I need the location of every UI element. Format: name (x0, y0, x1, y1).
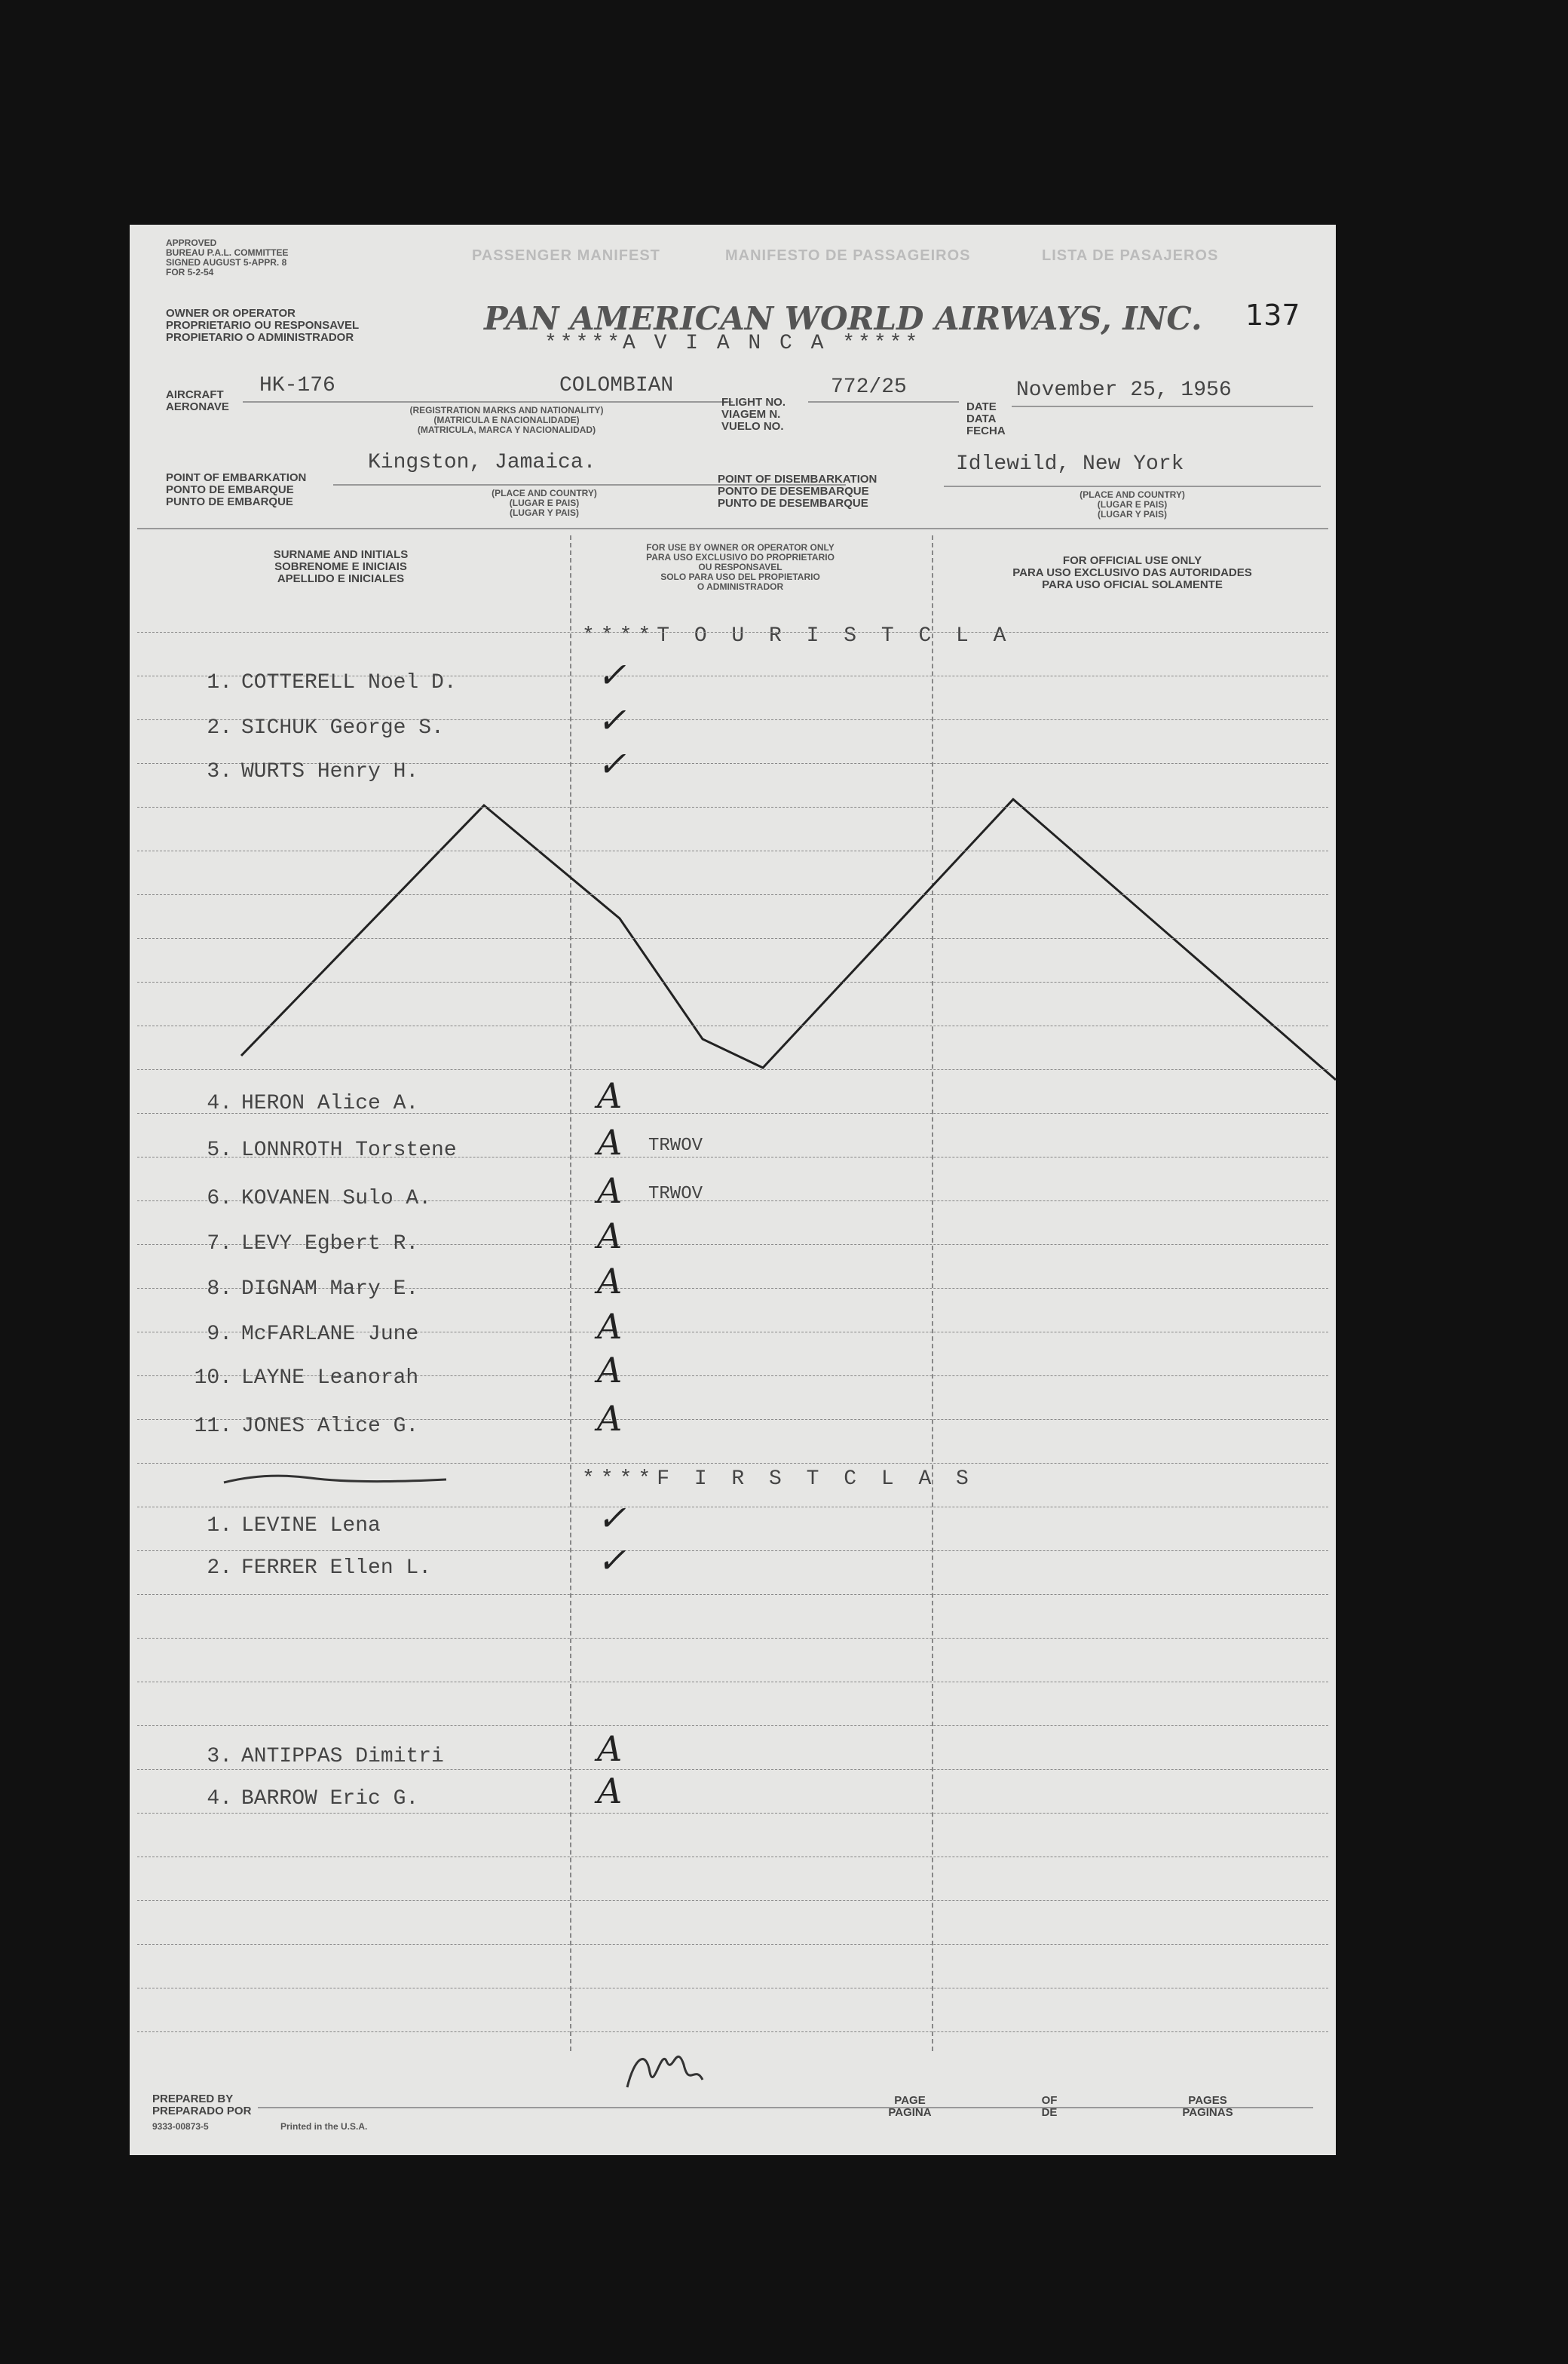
passenger-number: 3. (207, 1745, 232, 1768)
row-rule (137, 938, 1328, 939)
passenger-number: 9. (207, 1323, 232, 1346)
disembark-label: PUNTO DE DESEMBARQUE (718, 497, 868, 510)
place-label: (PLACE AND COUNTRY) (492, 488, 597, 498)
owner-check-mark: A (597, 1771, 623, 1811)
row-rule (137, 1900, 1328, 1901)
owner-check-mark: A (597, 1398, 623, 1439)
passenger-name: LAYNE Leanorah (241, 1366, 419, 1390)
passenger-number: 8. (207, 1277, 232, 1301)
column-header-line: FOR OFFICIAL USE ONLY (1062, 554, 1202, 567)
passenger-name: COTTERELL Noel D. (241, 671, 457, 694)
flight-label: VIAGEM N. (721, 408, 781, 421)
owner-check-mark: A (597, 1350, 623, 1390)
aircraft-label: AIRCRAFT (166, 388, 224, 401)
passenger-name: BARROW Eric G. (241, 1787, 419, 1811)
row-rule (137, 894, 1328, 895)
registration-label: (MATRICULA E NACIONALIDADE) (433, 415, 580, 425)
disembark-label: PONTO DE DESEMBARQUE (718, 485, 869, 498)
title-pt: MANIFESTO DE PASSAGEIROS (725, 247, 971, 264)
passenger-number: 6. (207, 1187, 232, 1210)
row-rule (137, 1944, 1328, 1945)
passenger-name: HERON Alice A. (241, 1092, 419, 1115)
owner-check-mark: ✓ (597, 655, 626, 695)
flight-label: FLIGHT NO. (721, 396, 786, 409)
page-number: 137 (1245, 299, 1300, 332)
column-header-line: FOR USE BY OWNER OR OPERATOR ONLY (646, 542, 835, 553)
footer-rule (258, 2107, 1313, 2108)
column-header-line: PARA USO OFICIAL SOLAMENTE (1042, 578, 1223, 591)
passenger-note: TRWOV (648, 1184, 703, 1204)
page-labels (876, 2095, 944, 2119)
form-number: 9333-00873-5 (152, 2121, 209, 2132)
row-rule (137, 1638, 1328, 1639)
column-header-line: OU RESPONSAVEL (698, 562, 782, 572)
place-label: (LUGAR Y PAIS) (1097, 509, 1167, 520)
owner-check-mark: ✓ (597, 744, 626, 784)
approved-line: APPROVED (166, 238, 217, 248)
title-es: LISTA DE PASAJEROS (1042, 247, 1219, 264)
aircraft-registration: HK-176 (259, 374, 335, 397)
column-header-line: O ADMINISTRADOR (697, 581, 784, 592)
flight-number: 772/25 (831, 376, 907, 399)
embark-label: POINT OF EMBARKATION (166, 471, 307, 484)
section-first: ****F I R S T C L A S (582, 1467, 975, 1491)
date-label: DATA (966, 412, 997, 425)
passenger-name: KOVANEN Sulo A. (241, 1187, 432, 1210)
passenger-number: 2. (207, 716, 232, 740)
row-rule (137, 1594, 1328, 1595)
column-header-line: PARA USO EXCLUSIVO DAS AUTORIDADES (1012, 566, 1252, 579)
owner-check-mark: A (597, 1306, 623, 1347)
pages-labels (1170, 2095, 1245, 2119)
printed-note: Printed in the U.S.A. (280, 2121, 368, 2132)
of-labels (1027, 2095, 1072, 2119)
place-label: (LUGAR E PAIS) (1097, 499, 1168, 510)
passenger-name: LEVY Egbert R. (241, 1232, 419, 1256)
prepared-labels (152, 2093, 251, 2117)
owner-check-mark: ✓ (597, 700, 626, 740)
embark-place: Kingston, Jamaica. (368, 451, 596, 474)
airline-name: PAN AMERICAN WORLD AIRWAYS, INC. (484, 300, 1202, 337)
passenger-name: SICHUK George S. (241, 716, 444, 740)
owner-check-mark: ✓ (597, 1540, 626, 1581)
of-label: OF (1041, 2094, 1058, 2107)
passenger-number: 3. (207, 760, 232, 783)
row-rule (137, 1550, 1328, 1551)
flight-label: VUELO NO. (721, 420, 784, 433)
row-rule (137, 1769, 1328, 1770)
owner-check-mark: A (597, 1728, 623, 1769)
row-rule (137, 807, 1328, 808)
row-rule (137, 1813, 1328, 1814)
row-rule (137, 1725, 1328, 1726)
disembark-place: Idlewild, New York (956, 452, 1184, 476)
embark-label: PUNTO DE EMBARQUE (166, 495, 293, 508)
owner-check-mark: A (597, 1122, 623, 1163)
passenger-number: 1. (207, 671, 232, 694)
passenger-name: JONES Alice G. (241, 1415, 419, 1438)
registration-label: (REGISTRATION MARKS AND NATIONALITY) (409, 405, 604, 415)
owner-check-mark: A (597, 1170, 623, 1211)
passenger-number: 7. (207, 1232, 232, 1256)
approved-line: FOR 5-2-54 (166, 267, 214, 277)
of-label: DE (1041, 2106, 1058, 2119)
row-rule (137, 2031, 1328, 2032)
operator-name: *****A V I A N C A ***** (544, 332, 921, 355)
passenger-name: DIGNAM Mary E. (241, 1277, 419, 1301)
flight-date: November 25, 1956 (1016, 379, 1232, 402)
row-rule (137, 982, 1328, 983)
passenger-number: 5. (207, 1139, 232, 1162)
owner-check-mark: A (597, 1075, 623, 1116)
page-label: PAGINA (888, 2106, 932, 2119)
aircraft-nationality: COLOMBIAN (559, 374, 674, 397)
passenger-note: TRWOV (648, 1136, 703, 1156)
approved-line: BUREAU P.A.L. COMMITTEE (166, 247, 289, 258)
prepared-label: PREPARED BY (152, 2093, 234, 2105)
place-label: (LUGAR E PAIS) (509, 498, 580, 508)
prepared-label: PREPARADO POR (152, 2105, 252, 2117)
embark-label: PONTO DE EMBARQUE (166, 483, 294, 496)
owner-label: OWNER OR OPERATOR (166, 307, 296, 320)
passenger-name: LONNROTH Torstene (241, 1139, 457, 1162)
signature-image (620, 2034, 710, 2102)
passenger-name: McFARLANE June (241, 1323, 419, 1346)
column-header-line: APELLIDO E INICIALES (277, 572, 405, 585)
section-tourist: ****T O U R I S T C L A (582, 624, 1012, 648)
date-label: FECHA (966, 425, 1006, 437)
pages-label: PAGINAS (1182, 2106, 1233, 2119)
pages-label: PAGES (1188, 2094, 1227, 2107)
row-rule (137, 1463, 1328, 1464)
passenger-number: 4. (207, 1787, 232, 1811)
registration-label: (MATRICULA, MARCA Y NACIONALIDAD) (417, 425, 596, 435)
passenger-number: 11. (194, 1415, 232, 1438)
passenger-name: WURTS Henry H. (241, 760, 419, 783)
passenger-number: 1. (207, 1514, 232, 1538)
approved-line: SIGNED AUGUST 5-APPR. 8 (166, 257, 287, 268)
place-label: (LUGAR Y PAIS) (509, 507, 579, 518)
place-label: (PLACE AND COUNTRY) (1080, 489, 1185, 500)
row-rule (137, 1069, 1328, 1070)
passenger-name: LEVINE Lena (241, 1514, 381, 1538)
owner-check-mark: A (597, 1261, 623, 1302)
passenger-number: 2. (207, 1556, 232, 1580)
owner-check-mark: ✓ (597, 1498, 626, 1538)
passenger-number: 4. (207, 1092, 232, 1115)
manifest-sheet (130, 225, 1336, 2155)
owner-label: PROPRIETARIO OU RESPONSAVEL (166, 319, 360, 332)
aircraft-label: AERONAVE (166, 400, 229, 413)
title-en: PASSENGER MANIFEST (472, 247, 660, 264)
owner-label: PROPIETARIO O ADMINISTRADOR (166, 331, 354, 344)
column-header-line: SURNAME AND INITIALS (273, 548, 409, 561)
page-label: PAGE (894, 2094, 926, 2107)
passenger-name: ANTIPPAS Dimitri (241, 1745, 444, 1768)
row-rule (137, 632, 1328, 633)
column-header-line: SOBRENOME E INICIAIS (274, 560, 407, 573)
disembark-label: POINT OF DISEMBARKATION (718, 473, 877, 486)
owner-check-mark: A (597, 1216, 623, 1256)
passenger-number: 10. (194, 1366, 232, 1390)
column-header-line: SOLO PARA USO DEL PROPIETARIO (660, 572, 820, 582)
passenger-name: FERRER Ellen L. (241, 1556, 432, 1580)
date-label: DATE (966, 400, 997, 413)
column-header-line: PARA USO EXCLUSIVO DO PROPRIETARIO (646, 552, 835, 563)
